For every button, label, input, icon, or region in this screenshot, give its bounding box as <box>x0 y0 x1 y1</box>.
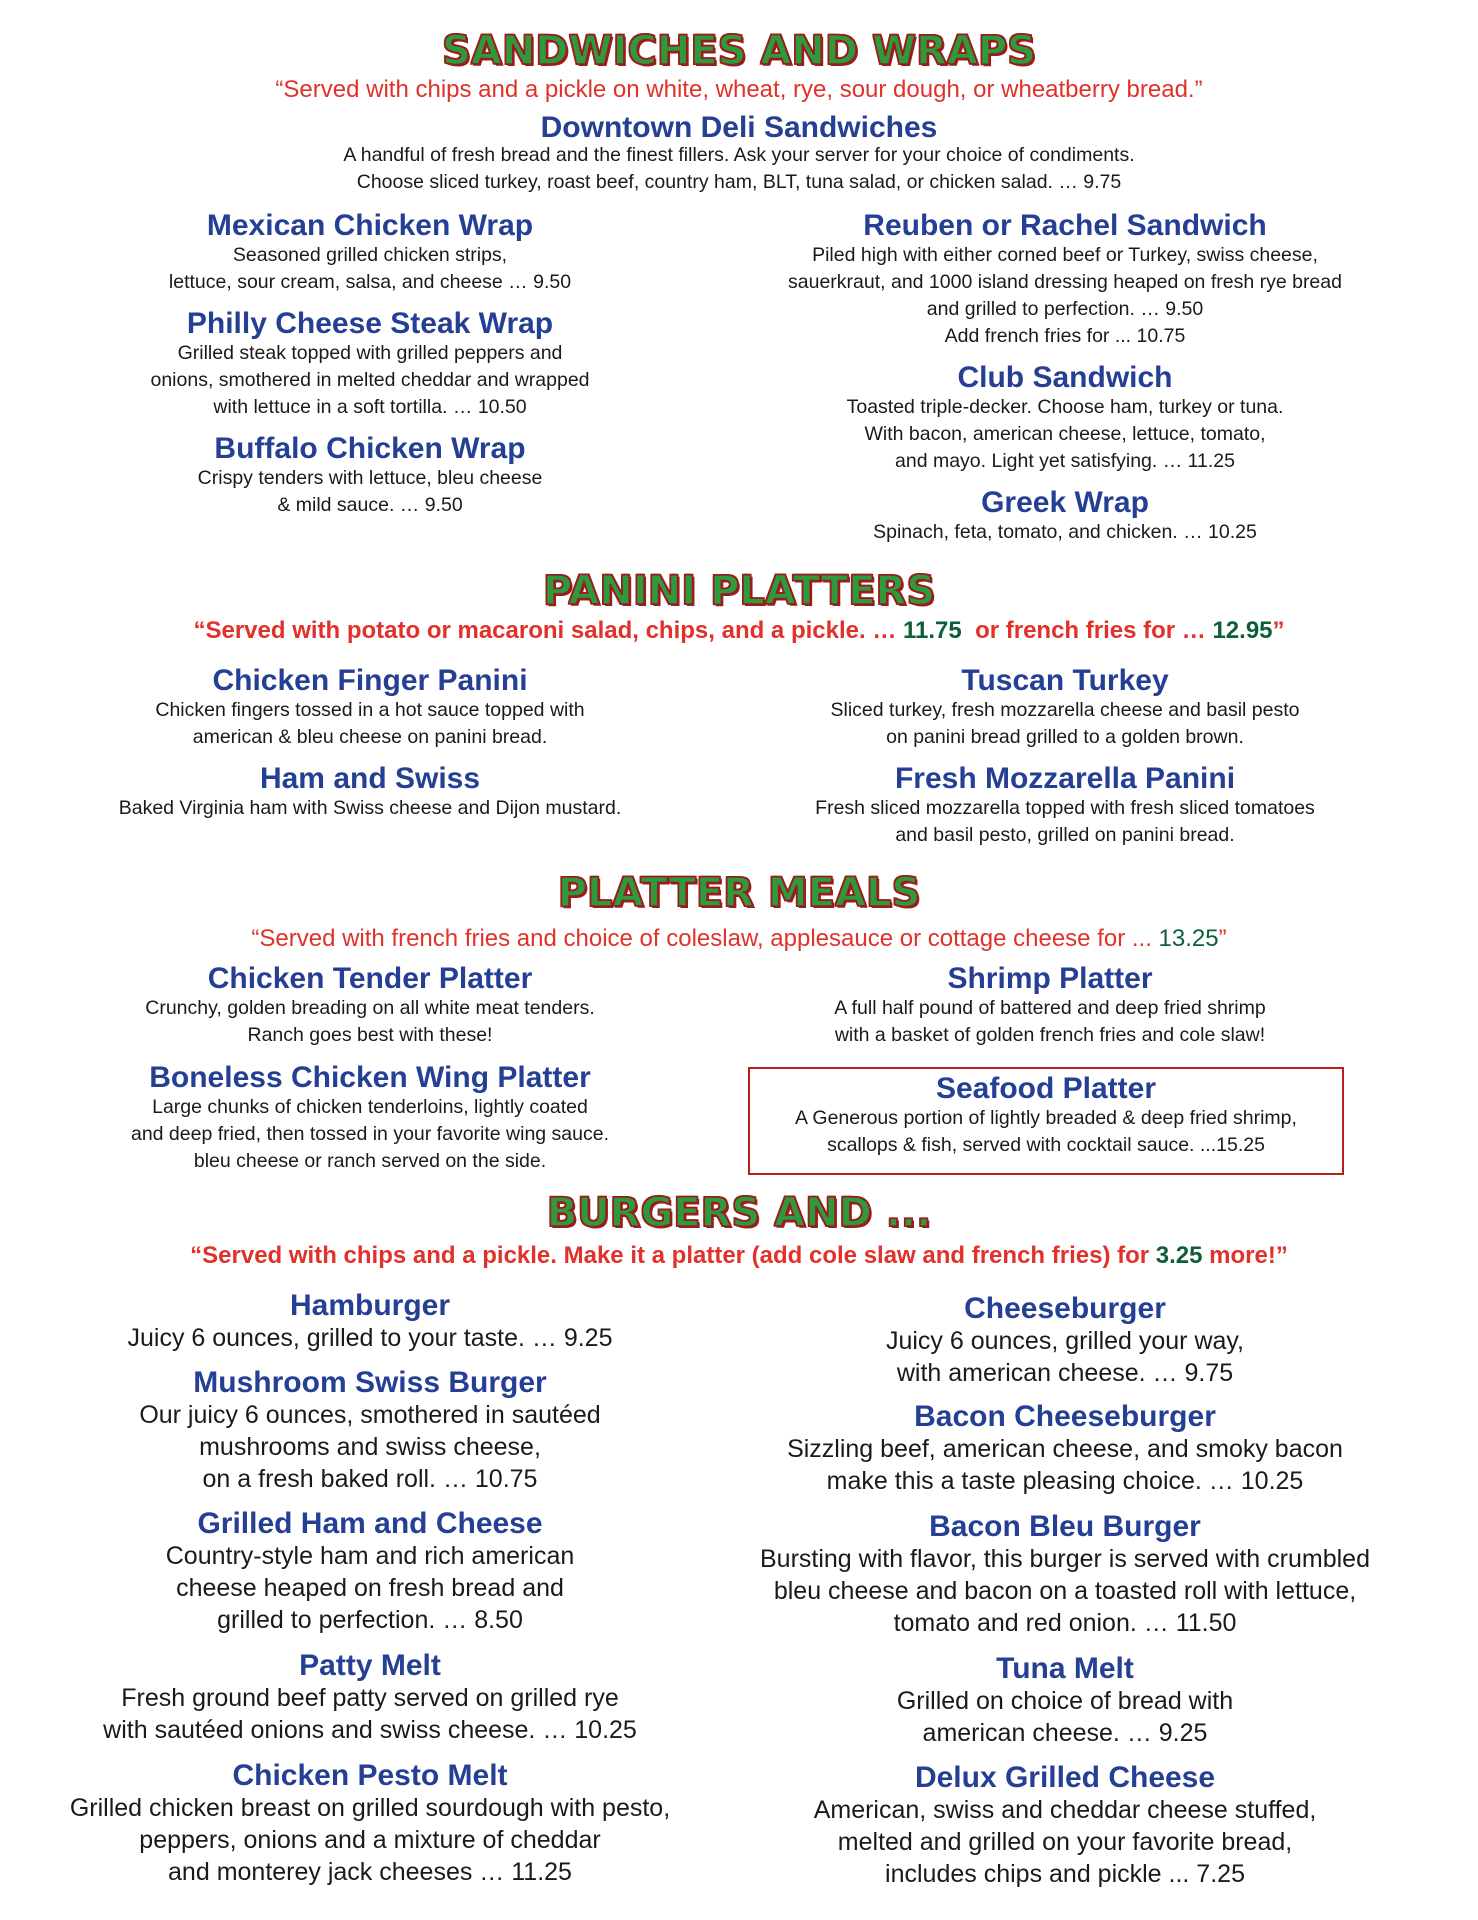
item-desc-line: and deep fried, then tossed in your favorite wing sauce. <box>130 1123 610 1145</box>
item-desc-line: Chicken fingers tossed in a hot sauce topped with <box>155 699 585 721</box>
item-name: Delux Grilled Cheese <box>914 1761 1216 1794</box>
item-desc-line: With bacon, american cheese, lettuce, tomato, <box>864 423 1266 445</box>
item-name: Grilled Ham and Cheese <box>197 1507 543 1540</box>
item-desc-line: A handful of fresh bread and the finest fillers. Ask your server for your choice of condiments. <box>343 144 1135 166</box>
item-desc-line: Bursting with flavor, this burger is served with crumbled <box>760 1545 1370 1573</box>
item-desc-line: tomato and red onion. … 11.50 <box>893 1609 1237 1637</box>
item-desc-line: with sautéed onions and swiss cheese. … 10.25 <box>103 1716 637 1744</box>
tagline-text: ” <box>1272 617 1285 644</box>
menu-item-bacon-cheeseburger <box>720 1401 1410 1497</box>
item-name: Tuscan Turkey <box>961 664 1169 697</box>
item-name: Shrimp Platter <box>947 962 1153 995</box>
item-desc-line: lettuce, sour cream, salsa, and cheese … 9.50 <box>168 271 572 293</box>
tagline-text: ” <box>1218 925 1227 952</box>
item-desc-line: Baked Virginia ham with Swiss cheese and Dijon mustard. <box>118 797 622 819</box>
item-desc-line: american & bleu cheese on panini bread. <box>192 726 548 748</box>
item-desc-line: scallops & fish, served with cocktail sauce. ...15.25 <box>827 1134 1265 1156</box>
item-desc-line: bleu cheese or ranch served on the side. <box>193 1150 547 1172</box>
item-name: Tuna Melt <box>996 1652 1134 1685</box>
item-name: Greek Wrap <box>981 486 1149 519</box>
item-name: Mexican Chicken Wrap <box>206 209 534 242</box>
tagline-price: 12.95 <box>1212 617 1273 644</box>
item-desc-line: Ranch goes best with these! <box>247 1024 493 1046</box>
item-name: Cheeseburger <box>964 1292 1166 1325</box>
item-desc-line: Piled high with either corned beef or Turkey, swiss cheese, <box>812 244 1318 266</box>
platters-tagline <box>0 925 1478 953</box>
menu-item-delux-grilled-cheese <box>720 1762 1410 1890</box>
menu-item-chicken-finger-panini <box>40 665 700 751</box>
item-desc-line: and mayo. Light yet satisfying. … 11.25 <box>895 450 1235 472</box>
item-desc-line: includes chips and pickle ... 7.25 <box>885 1860 1245 1888</box>
section-title-panini: PANINI PLATTERS <box>542 568 936 614</box>
item-name: Bacon Cheeseburger <box>914 1400 1216 1433</box>
item-desc-line: Juicy 6 ounces, grilled your way, <box>885 1327 1245 1355</box>
item-desc-line: Choose sliced turkey, roast beef, country ham, BLT, tuna salad, or chicken salad. … 9.75 <box>356 171 1122 193</box>
item-name: Chicken Pesto Melt <box>232 1759 508 1792</box>
item-name: Bacon Bleu Burger <box>929 1510 1201 1543</box>
item-name: Downtown Deli Sandwiches <box>540 111 938 144</box>
item-desc-line: on a fresh baked roll. … 10.75 <box>202 1465 538 1493</box>
menu-item-fresh-mozzarella-panini <box>720 763 1410 849</box>
tagline-price: 11.75 <box>903 617 962 644</box>
item-desc-line: A Generous portion of lightly breaded & deep fried shrimp, <box>795 1107 1297 1129</box>
menu-item-bacon-bleu-burger <box>720 1511 1410 1639</box>
menu-item-tuna-melt <box>720 1653 1410 1749</box>
tagline-text: more!” <box>1202 1242 1288 1269</box>
item-desc-line: american cheese. … 9.25 <box>922 1719 1208 1747</box>
menu-item-buffalo-chicken-wrap <box>40 433 700 519</box>
tagline-text: “Served with french fries and choice of coleslaw, applesauce or cottage cheese for ... <box>251 925 1159 952</box>
section-title-burgers: BURGERS AND ... <box>546 1190 932 1236</box>
item-desc-line: on panini bread grilled to a golden brown. <box>886 726 1244 748</box>
tagline-text: or french fries for … <box>961 617 1213 644</box>
menu-item-chicken-tender-platter <box>40 963 700 1049</box>
item-name: Chicken Finger Panini <box>212 664 528 697</box>
menu-item-ham-and-swiss <box>40 763 700 822</box>
menu-item-boneless-chicken-wing-platter <box>40 1062 700 1175</box>
item-desc-line: Our juicy 6 ounces, smothered in sautéed <box>139 1401 601 1429</box>
menu-item-hamburger <box>40 1290 700 1354</box>
item-desc-line: Toasted triple-decker. Choose ham, turkey or tuna. <box>846 396 1284 418</box>
item-desc-line: peppers, onions and a mixture of cheddar <box>139 1826 601 1854</box>
item-desc-line: mushrooms and swiss cheese, <box>199 1433 541 1461</box>
item-name: Chicken Tender Platter <box>207 962 533 995</box>
menu-item-greek-wrap <box>720 487 1410 546</box>
item-desc-line: Grilled on choice of bread with <box>896 1687 1234 1715</box>
item-name: Reuben or Rachel Sandwich <box>863 209 1267 242</box>
item-desc-line: Crispy tenders with lettuce, bleu cheese <box>197 467 543 489</box>
menu-item-philly-cheese-steak-wrap <box>40 308 700 421</box>
tagline-price: 3.25 <box>1155 1242 1203 1269</box>
menu-item-chicken-pesto-melt <box>40 1760 700 1888</box>
menu-item-reuben-rachel <box>720 210 1410 350</box>
item-desc-line: grilled to perfection. … 8.50 <box>217 1606 523 1634</box>
item-desc-line: Sizzling beef, american cheese, and smoky bacon <box>787 1435 1343 1463</box>
menu-item-seafood-platter <box>748 1073 1344 1159</box>
item-desc-line: Grilled steak topped with grilled peppers and <box>177 342 563 364</box>
menu-item-mushroom-swiss-burger <box>40 1367 700 1495</box>
item-desc-line: and grilled to perfection. … 9.50 <box>926 298 1204 320</box>
item-desc-line: American, swiss and cheddar cheese stuffed, <box>813 1796 1317 1824</box>
menu-item-grilled-ham-and-cheese <box>40 1508 700 1636</box>
item-desc-line: Fresh ground beef patty served on grilled rye <box>121 1684 619 1712</box>
item-desc-line: onions, smothered in melted cheddar and wrapped <box>150 369 590 391</box>
item-desc-line: Crunchy, golden breading on all white meat tenders. <box>145 997 595 1019</box>
item-name: Hamburger <box>289 1289 451 1322</box>
section-title-sandwiches: SANDWICHES AND WRAPS <box>442 28 1036 74</box>
menu-item-tuscan-turkey <box>720 665 1410 751</box>
burgers-tagline <box>0 1242 1478 1270</box>
item-desc-line: Add french fries for ... 10.75 <box>944 325 1186 347</box>
item-desc-line: Fresh sliced mozzarella topped with fresh sliced tomatoes <box>815 797 1315 819</box>
item-desc-line: sauerkraut, and 1000 island dressing heaped on fresh rye bread <box>788 271 1342 293</box>
item-desc-line: A full half pound of battered and deep fried shrimp <box>834 997 1266 1019</box>
item-desc-line: make this a taste pleasing choice. … 10.25 <box>826 1467 1304 1495</box>
item-name: Fresh Mozzarella Panini <box>894 762 1236 795</box>
item-desc-line: with lettuce in a soft tortilla. … 10.50 <box>213 396 527 418</box>
menu-item-mexican-chicken-wrap <box>40 210 700 296</box>
item-desc-line: Sliced turkey, fresh mozzarella cheese and basil pesto <box>830 699 1300 721</box>
tagline-price: 13.25 <box>1158 925 1219 952</box>
item-name: Patty Melt <box>299 1649 441 1682</box>
panini-tagline <box>0 617 1478 645</box>
tagline-text: “Served with potato or macaroni salad, chips, and a pickle. … <box>193 617 903 644</box>
item-desc-line: and basil pesto, grilled on panini bread. <box>895 824 1235 846</box>
item-desc-line: Large chunks of chicken tenderloins, lightly coated <box>152 1096 588 1118</box>
menu-item-downtown-deli <box>40 112 1438 196</box>
item-desc-line: & mild sauce. … 9.50 <box>277 494 463 516</box>
item-desc-line: bleu cheese and bacon on a toasted roll with lettuce, <box>773 1577 1357 1605</box>
item-name: Buffalo Chicken Wrap <box>214 432 526 465</box>
item-name: Club Sandwich <box>957 361 1173 394</box>
menu-item-patty-melt <box>40 1650 700 1746</box>
item-desc-line: cheese heaped on fresh bread and <box>176 1574 564 1602</box>
item-desc-line: Seasoned grilled chicken strips, <box>232 244 508 266</box>
section-title-platters: PLATTER MEALS <box>557 870 921 916</box>
item-desc-line: and monterey jack cheeses … 11.25 <box>168 1858 572 1886</box>
item-desc-line: Country-style ham and rich american <box>165 1542 575 1570</box>
menu-item-cheeseburger <box>720 1293 1410 1389</box>
item-name: Boneless Chicken Wing Platter <box>149 1061 591 1094</box>
sandwiches-tagline: “Served with chips and a pickle on white, wheat, rye, sour dough, or wheatberry bread.” <box>275 76 1203 103</box>
item-desc-line: Juicy 6 ounces, grilled to your taste. … 9.25 <box>127 1324 613 1352</box>
tagline-text: “Served with chips and a pickle. Make it a platter (add cole slaw and french fries) for <box>190 1242 1156 1269</box>
item-desc-line: Spinach, feta, tomato, and chicken. … 10.25 <box>873 521 1257 543</box>
menu-item-club-sandwich <box>720 362 1410 475</box>
item-name: Seafood Platter <box>935 1072 1157 1105</box>
item-desc-line: with american cheese. … 9.75 <box>896 1359 1234 1387</box>
item-name: Ham and Swiss <box>259 762 481 795</box>
item-desc-line: Grilled chicken breast on grilled sourdough with pesto, <box>69 1794 671 1822</box>
item-name: Mushroom Swiss Burger <box>193 1366 547 1399</box>
item-desc-line: melted and grilled on your favorite bread, <box>837 1828 1293 1856</box>
menu-item-shrimp-platter <box>700 963 1400 1049</box>
item-desc-line: with a basket of golden french fries and cole slaw! <box>834 1024 1266 1046</box>
item-name: Philly Cheese Steak Wrap <box>186 307 554 340</box>
